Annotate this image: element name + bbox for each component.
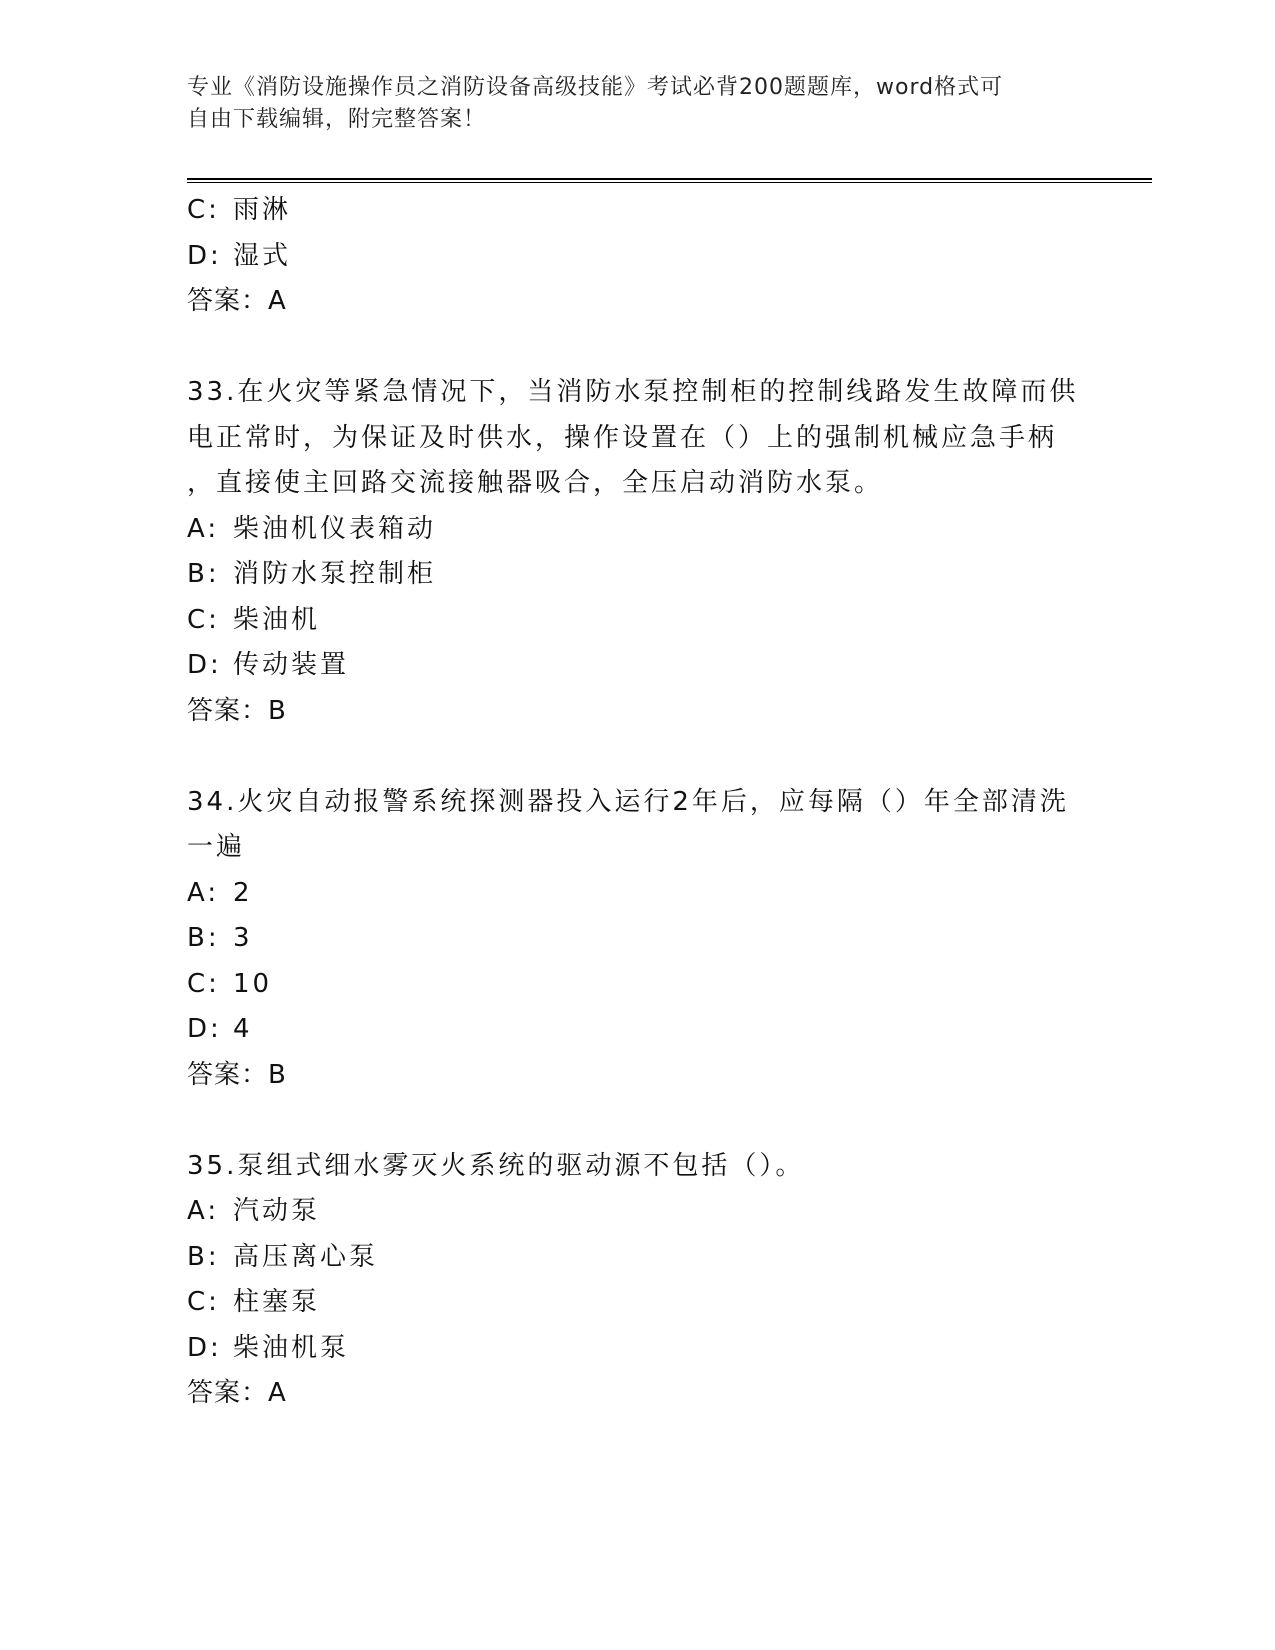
header-line-2: 自由下载编辑，附完整答案！ — [187, 107, 487, 132]
option-text: 2 — [233, 877, 253, 908]
option-text: 高压离心泵 — [233, 1241, 379, 1272]
option-label: C: — [187, 968, 220, 999]
option-text: 4 — [233, 1014, 253, 1044]
option-label: D: — [187, 650, 222, 680]
option-label: D: — [187, 1014, 222, 1044]
option-d — [187, 1007, 1087, 1053]
spacer — [187, 734, 1087, 780]
option-label: A: — [187, 513, 220, 544]
question-33 — [187, 370, 1087, 734]
question-stem-line: 35.泵组式细水雾灭火系统的驱动源不包括（）。 — [187, 1150, 805, 1181]
question-stem-line: ，直接使主回路交流接触器吸合，全压启动消防水泵。 — [187, 468, 884, 498]
option-label: B: — [187, 923, 220, 953]
option-c — [187, 962, 1087, 1008]
option-c — [187, 598, 1087, 644]
question-stem-line: 电正常时，为保证及时供水，操作设置在（）上的强制机械应急手柄 — [187, 422, 1058, 453]
answer-line: 答案：B — [187, 695, 287, 726]
option-text: 消防水泵控制柜 — [233, 559, 437, 589]
option-text: 柴油机泵 — [233, 1332, 350, 1363]
previous-question-tail — [187, 188, 1087, 325]
option-text: 柱塞泵 — [233, 1287, 321, 1317]
question-stem-line: 一遍 — [187, 832, 246, 862]
option-text: 3 — [233, 923, 253, 953]
option-text: 10 — [233, 968, 273, 999]
header-divider-thin — [187, 182, 1152, 183]
option-c — [187, 188, 1087, 234]
question-stem-line: 34.火灾自动报警系统探测器投入运行2年后，应每隔（）年全部清洗 — [187, 786, 1069, 817]
option-label: B: — [187, 1241, 220, 1272]
question-35 — [187, 1144, 1087, 1417]
option-text: 湿式 — [233, 240, 292, 271]
spacer — [187, 325, 1087, 371]
option-label: C: — [187, 1287, 220, 1317]
option-label: B: — [187, 559, 220, 589]
option-a — [187, 871, 1087, 917]
document-header — [187, 72, 1067, 136]
answer-line: 答案：A — [187, 1378, 287, 1408]
option-label: D: — [187, 1332, 222, 1363]
option-b — [187, 916, 1087, 962]
option-text: 汽动泵 — [233, 1196, 321, 1226]
option-text: 柴油机仪表箱动 — [233, 513, 437, 544]
spacer — [187, 1098, 1087, 1144]
option-a — [187, 507, 1087, 553]
option-label: C: — [187, 195, 220, 225]
header-divider-thick — [187, 178, 1152, 180]
question-34 — [187, 780, 1087, 1099]
option-d — [187, 1326, 1087, 1372]
option-label: D: — [187, 240, 222, 271]
option-d — [187, 643, 1087, 689]
option-text: 传动装置 — [233, 650, 350, 680]
option-b — [187, 1235, 1087, 1281]
option-d — [187, 234, 1087, 280]
option-c — [187, 1280, 1087, 1326]
option-label: C: — [187, 604, 220, 635]
header-line-1: 专业《消防设施操作员之消防设备高级技能》考试必背200题题库，word格式可 — [187, 75, 1004, 100]
option-label: A: — [187, 877, 220, 908]
option-text: 柴油机 — [233, 604, 321, 635]
option-label: A: — [187, 1196, 220, 1226]
option-b — [187, 552, 1087, 598]
question-stem-line: 33.在火灾等紧急情况下，当消防水泵控制柜的控制线路发生故障而供 — [187, 377, 1079, 407]
option-a — [187, 1189, 1087, 1235]
option-text: 雨淋 — [233, 195, 292, 225]
answer-line: 答案：A — [187, 286, 287, 316]
answer-line: 答案：B — [187, 1059, 287, 1090]
document-body — [187, 188, 1087, 1417]
